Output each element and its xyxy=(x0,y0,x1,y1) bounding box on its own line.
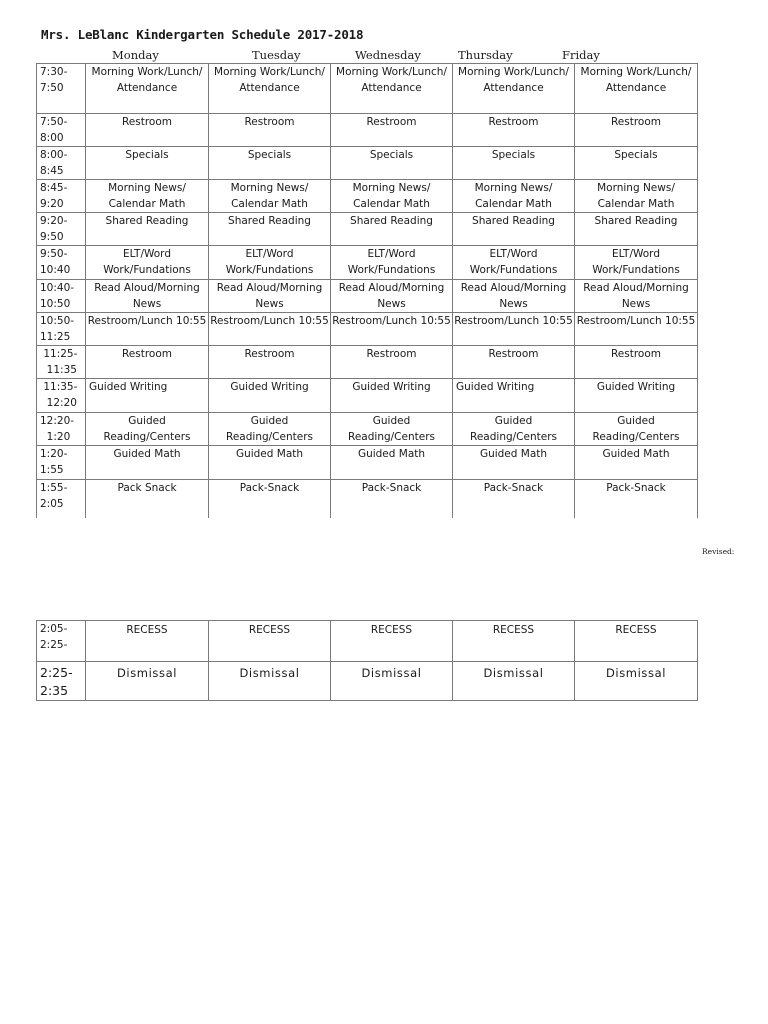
activity-cell-monday: Restroom xyxy=(86,346,209,379)
activity-cell-thursday: Dismissal xyxy=(453,662,575,701)
activity-cell-wednesday: Guided Writing xyxy=(331,379,453,413)
schedule-table xyxy=(36,63,698,518)
day-header-friday: Friday xyxy=(562,48,600,62)
table-row xyxy=(37,446,698,480)
activity-cell-monday: Guided Reading/Centers xyxy=(86,413,209,446)
activity-cell-monday: ELT/Word Work/Fundations xyxy=(86,246,209,280)
activity-cell-friday: Morning News/ Calendar Math xyxy=(575,180,698,213)
activity-cell-tuesday: Guided Math xyxy=(209,446,331,480)
activity-cell-thursday: Guided Writing xyxy=(453,379,575,413)
activity-cell-thursday: Morning News/ Calendar Math xyxy=(453,180,575,213)
activity-cell-friday: Pack-Snack xyxy=(575,480,698,518)
activity-cell-thursday: Restroom xyxy=(453,346,575,379)
activity-cell-friday: Guided Writing xyxy=(575,379,698,413)
activity-cell-tuesday: Guided Writing xyxy=(209,379,331,413)
activity-cell-thursday: Shared Reading xyxy=(453,213,575,246)
activity-cell-monday: Dismissal xyxy=(86,662,209,701)
activity-cell-monday: Morning Work/Lunch/ Attendance xyxy=(86,64,209,114)
activity-cell-friday: Dismissal xyxy=(575,662,698,701)
time-slot-cell: 1:20- 1:55 xyxy=(37,446,86,480)
activity-cell-tuesday: RECESS xyxy=(209,621,331,662)
table-row xyxy=(37,662,698,701)
time-slot-cell: 11:25- 11:35 xyxy=(37,346,86,379)
activity-cell-tuesday: Shared Reading xyxy=(209,213,331,246)
activity-cell-monday: Restroom xyxy=(86,114,209,147)
activity-cell-friday: RECESS xyxy=(575,621,698,662)
table-row xyxy=(37,280,698,313)
activity-cell-friday: Guided Reading/Centers xyxy=(575,413,698,446)
activity-cell-tuesday: Restroom/Lunch 10:55 xyxy=(209,313,331,346)
activity-cell-wednesday: Shared Reading xyxy=(331,213,453,246)
activity-cell-thursday: Morning Work/Lunch/ Attendance xyxy=(453,64,575,114)
activity-cell-thursday: Specials xyxy=(453,147,575,180)
activity-cell-friday: Restroom/Lunch 10:55 xyxy=(575,313,698,346)
activity-cell-wednesday: ELT/Word Work/Fundations xyxy=(331,246,453,280)
table-row xyxy=(37,180,698,213)
activity-cell-wednesday: Guided Reading/Centers xyxy=(331,413,453,446)
activity-cell-monday: RECESS xyxy=(86,621,209,662)
time-slot-cell: 7:30- 7:50 xyxy=(37,64,86,114)
activity-cell-wednesday: Read Aloud/Morning News xyxy=(331,280,453,313)
time-slot-cell: 11:35- 12:20 xyxy=(37,379,86,413)
time-slot-cell: 8:45- 9:20 xyxy=(37,180,86,213)
activity-cell-wednesday: Restroom/Lunch 10:55 xyxy=(331,313,453,346)
activity-cell-monday: Pack Snack xyxy=(86,480,209,518)
schedule-title: Mrs. LeBlanc Kindergarten Schedule 2017-2018 xyxy=(41,27,364,42)
activity-cell-tuesday: Read Aloud/Morning News xyxy=(209,280,331,313)
table-row xyxy=(37,64,698,114)
table-row xyxy=(37,413,698,446)
activity-cell-tuesday: Specials xyxy=(209,147,331,180)
activity-cell-friday: Shared Reading xyxy=(575,213,698,246)
activity-cell-monday: Guided Math xyxy=(86,446,209,480)
activity-cell-thursday: Guided Math xyxy=(453,446,575,480)
revised-label: Revised: xyxy=(702,547,735,556)
time-slot-cell: 8:00- 8:45 xyxy=(37,147,86,180)
activity-cell-tuesday: Restroom xyxy=(209,346,331,379)
activity-cell-thursday: RECESS xyxy=(453,621,575,662)
day-header-monday: Monday xyxy=(112,48,159,62)
time-slot-cell: 7:50- 8:00 xyxy=(37,114,86,147)
activity-cell-monday: Guided Writing xyxy=(86,379,209,413)
activity-cell-wednesday: Morning News/ Calendar Math xyxy=(331,180,453,213)
activity-cell-wednesday: RECESS xyxy=(331,621,453,662)
time-slot-cell: 2:05- 2:25- xyxy=(37,621,86,662)
activity-cell-thursday: Pack-Snack xyxy=(453,480,575,518)
table-row xyxy=(37,313,698,346)
time-slot-cell: 2:25- 2:35 xyxy=(37,662,86,701)
day-header-tuesday: Tuesday xyxy=(252,48,301,62)
activity-cell-monday: Specials xyxy=(86,147,209,180)
activity-cell-wednesday: Restroom xyxy=(331,114,453,147)
day-header-wednesday: Wednesday xyxy=(355,48,421,62)
activity-cell-monday: Shared Reading xyxy=(86,213,209,246)
table-row xyxy=(37,379,698,413)
time-slot-cell: 9:20- 9:50 xyxy=(37,213,86,246)
activity-cell-monday: Morning News/ Calendar Math xyxy=(86,180,209,213)
activity-cell-tuesday: Guided Reading/Centers xyxy=(209,413,331,446)
activity-cell-friday: Specials xyxy=(575,147,698,180)
activity-cell-tuesday: Restroom xyxy=(209,114,331,147)
activity-cell-monday: Read Aloud/Morning News xyxy=(86,280,209,313)
table-row xyxy=(37,147,698,180)
activity-cell-friday: ELT/Word Work/Fundations xyxy=(575,246,698,280)
activity-cell-thursday: Guided Reading/Centers xyxy=(453,413,575,446)
activity-cell-friday: Morning Work/Lunch/ Attendance xyxy=(575,64,698,114)
afternoon-table xyxy=(36,620,698,701)
activity-cell-thursday: Restroom xyxy=(453,114,575,147)
activity-cell-tuesday: Morning Work/Lunch/ Attendance xyxy=(209,64,331,114)
table-row xyxy=(37,213,698,246)
time-slot-cell: 9:50- 10:40 xyxy=(37,246,86,280)
activity-cell-thursday: Restroom/Lunch 10:55 xyxy=(453,313,575,346)
time-slot-cell: 10:40- 10:50 xyxy=(37,280,86,313)
activity-cell-thursday: Read Aloud/Morning News xyxy=(453,280,575,313)
table-row xyxy=(37,621,698,662)
activity-cell-tuesday: Dismissal xyxy=(209,662,331,701)
day-header-thursday: Thursday xyxy=(458,48,513,62)
time-slot-cell: 1:55- 2:05 xyxy=(37,480,86,518)
table-row xyxy=(37,246,698,280)
activity-cell-wednesday: Dismissal xyxy=(331,662,453,701)
table-row xyxy=(37,480,698,518)
activity-cell-tuesday: Pack-Snack xyxy=(209,480,331,518)
activity-cell-thursday: ELT/Word Work/Fundations xyxy=(453,246,575,280)
activity-cell-friday: Read Aloud/Morning News xyxy=(575,280,698,313)
activity-cell-tuesday: Morning News/ Calendar Math xyxy=(209,180,331,213)
activity-cell-tuesday: ELT/Word Work/Fundations xyxy=(209,246,331,280)
time-slot-cell: 12:20- 1:20 xyxy=(37,413,86,446)
table-row xyxy=(37,114,698,147)
activity-cell-friday: Restroom xyxy=(575,114,698,147)
activity-cell-wednesday: Specials xyxy=(331,147,453,180)
activity-cell-wednesday: Morning Work/Lunch/ Attendance xyxy=(331,64,453,114)
activity-cell-friday: Guided Math xyxy=(575,446,698,480)
activity-cell-friday: Restroom xyxy=(575,346,698,379)
activity-cell-monday: Restroom/Lunch 10:55 xyxy=(86,313,209,346)
activity-cell-wednesday: Guided Math xyxy=(331,446,453,480)
activity-cell-wednesday: Pack-Snack xyxy=(331,480,453,518)
time-slot-cell: 10:50- 11:25 xyxy=(37,313,86,346)
table-row xyxy=(37,346,698,379)
activity-cell-wednesday: Restroom xyxy=(331,346,453,379)
